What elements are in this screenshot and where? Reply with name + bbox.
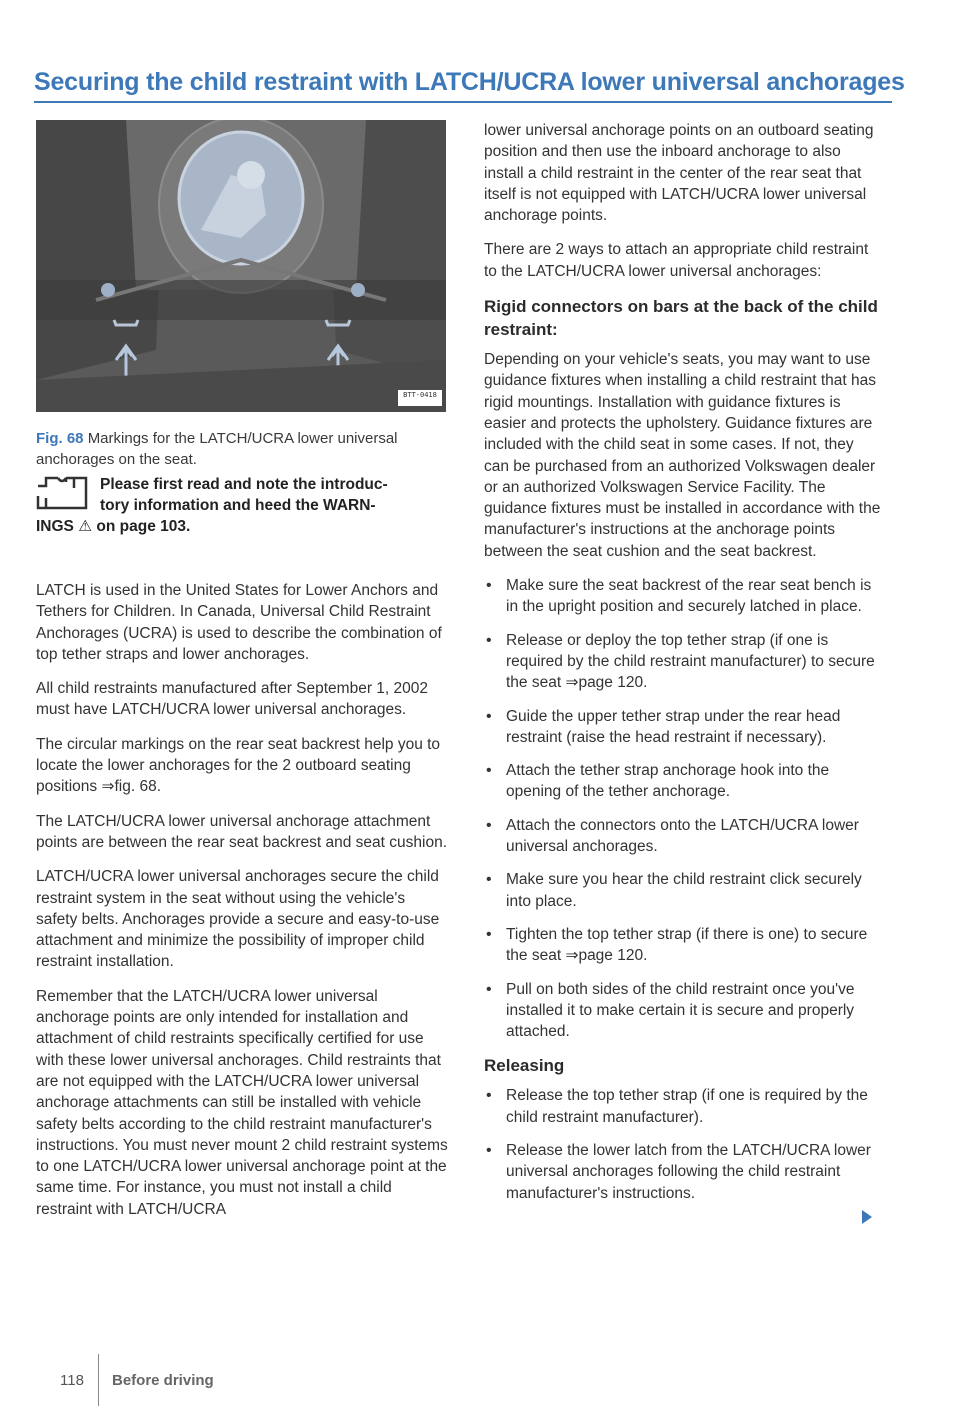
paragraph: LATCH/UCRA lower universal anchorages secure the child restraint system in the seat without using the vehicle's safety belts. Anchorages provide a secure and easy-to-use attachment and minimize the possibility of improper child restraint installation. bbox=[36, 868, 440, 971]
bullet-icon: • bbox=[486, 816, 492, 834]
bullet-icon: • bbox=[486, 631, 492, 649]
left-column bbox=[36, 580, 448, 1233]
list-item: • Attach the tether strap anchorage hook into the opening of the tether anchorage. bbox=[486, 762, 830, 801]
note-line-2: tory information and heed the WARN- bbox=[100, 497, 376, 514]
footer-divider bbox=[98, 1354, 99, 1406]
bullet-icon: • bbox=[486, 980, 492, 998]
paragraph: The circular markings on the rear seat backrest help you to locate the lower anchorages for the 2 outboard seating positions ⇒fig. 68. bbox=[36, 735, 441, 796]
right-column bbox=[484, 120, 882, 1216]
figure-code: BTT-0418 bbox=[403, 391, 437, 399]
paragraph: All child restraints manufactured after September 1, 2002 must have LATCH/UCRA lower universal anchorages. bbox=[36, 680, 429, 719]
list-item: • Make sure the seat backrest of the rear seat bench is in the upright position and securely latched in place. bbox=[486, 577, 872, 616]
section-label: Before driving bbox=[112, 1372, 214, 1389]
list-item: • Release the lower latch from the LATCH/UCRA lower universal anchorages following the child restraint manufacturer's instructions. bbox=[486, 1141, 871, 1202]
note-line-3: INGS ⚠ on page 103. bbox=[36, 518, 191, 535]
bullet-icon: • bbox=[486, 925, 492, 943]
rigid-connectors-heading: Rigid connectors on bars at the back of the child restraint: bbox=[484, 297, 878, 340]
figure-caption-text: Markings for the LATCH/UCRA lower universal anchorages on the seat. bbox=[36, 430, 398, 468]
bullet-icon: • bbox=[486, 871, 492, 889]
page-number: 118 bbox=[60, 1372, 84, 1389]
rigid-steps-list bbox=[484, 575, 882, 1042]
list-item: • Release or deploy the top tether strap (if one is required by the child restraint manufacturer) to secure the seat ⇒page 120. bbox=[486, 631, 875, 692]
note-block bbox=[36, 474, 448, 556]
bullet-icon: • bbox=[486, 707, 492, 725]
page-title: Securing the child restraint with LATCH/UCRA lower universal anchorages bbox=[34, 68, 905, 96]
paragraph: LATCH is used in the United States for Lower Anchors and Tethers for Children. In Canada, Universal Child Restraint Anchorages (UCRA) is used to describe the combination of top tether straps and lower anchorages. bbox=[36, 582, 442, 663]
note-line-1: Please first read and note the introduc- bbox=[100, 476, 388, 493]
releasing-heading: Releasing bbox=[484, 1056, 565, 1076]
list-item: • Pull on both sides of the child restraint once you've installed it to make certain it is secure and properly attached. bbox=[486, 980, 855, 1041]
figure-caption bbox=[36, 428, 446, 470]
list-item: • Make sure you hear the child restraint click securely into place. bbox=[486, 871, 862, 910]
book-icon bbox=[36, 476, 88, 510]
bullet-icon: • bbox=[486, 577, 492, 595]
list-item: • Attach the connectors onto the LATCH/UCRA lower universal anchorages. bbox=[486, 816, 859, 856]
title-divider bbox=[34, 101, 892, 103]
releasing-steps-list bbox=[484, 1085, 882, 1203]
figure-seat-anchorages bbox=[36, 120, 446, 412]
continued-arrow-icon bbox=[862, 1210, 872, 1224]
figure-caption-label: Fig. 68 bbox=[36, 430, 84, 447]
paragraph: Depending on your vehicle's seats, you may want to use guidance fixtures when installing a child restraint that has rigid mountings. Installation with guidance fixtures is easier and protects the upholstery. Guidance fixtures are included with the child seat in some cases. If not, they can be purchased from an authorized Volkswagen dealer or an authorized Volkswagen Service Facility. The guidance fixtures must be installed in accordance with the manufacturer's instructions at the anchorage points between the seat cushion and the seat backrest. bbox=[484, 351, 881, 560]
bullet-icon: • bbox=[486, 1087, 492, 1105]
list-item: • Tighten the top tether strap (if there is one) to secure the seat ⇒page 120. bbox=[486, 925, 868, 965]
list-item: • Guide the upper tether strap under the rear head restraint (raise the head restraint if necessary). bbox=[486, 707, 841, 746]
paragraph: Remember that the LATCH/UCRA lower universal anchorage points are only intended for installation and attachment of child restraints specifically certified for use with these lower universal anchorages. Child restraints that are not equipped with the LATCH/UCRA lower universal anchorage attachments can still be installed with vehicle safety belts according to the child restraint manufacturer's instructions. You must never mount 2 child restraint systems to one LATCH/UCRA lower universal anchorage point at the same time. For instance, you must not install a child restraint with LATCH/UCRA bbox=[36, 987, 448, 1218]
paragraph: lower universal anchorage points on an outboard seating position and then use the inboard anchorage to also install a child restraint in the center of the rear seat that itself is not equipped with LATCH/UCRA lower universal anchorage points. bbox=[484, 122, 874, 225]
seat-illustration bbox=[36, 120, 446, 412]
list-item: • Release the top tether strap (if one is required by the child restraint manufacturer). bbox=[486, 1087, 868, 1126]
paragraph: There are 2 ways to attach an appropriate child restraint to the LATCH/UCRA lower universal anchorages: bbox=[484, 241, 869, 280]
bullet-icon: • bbox=[486, 1141, 492, 1159]
paragraph: The LATCH/UCRA lower universal anchorage attachment points are between the rear seat backrest and seat cushion. bbox=[36, 812, 447, 851]
bullet-icon: • bbox=[486, 762, 492, 780]
